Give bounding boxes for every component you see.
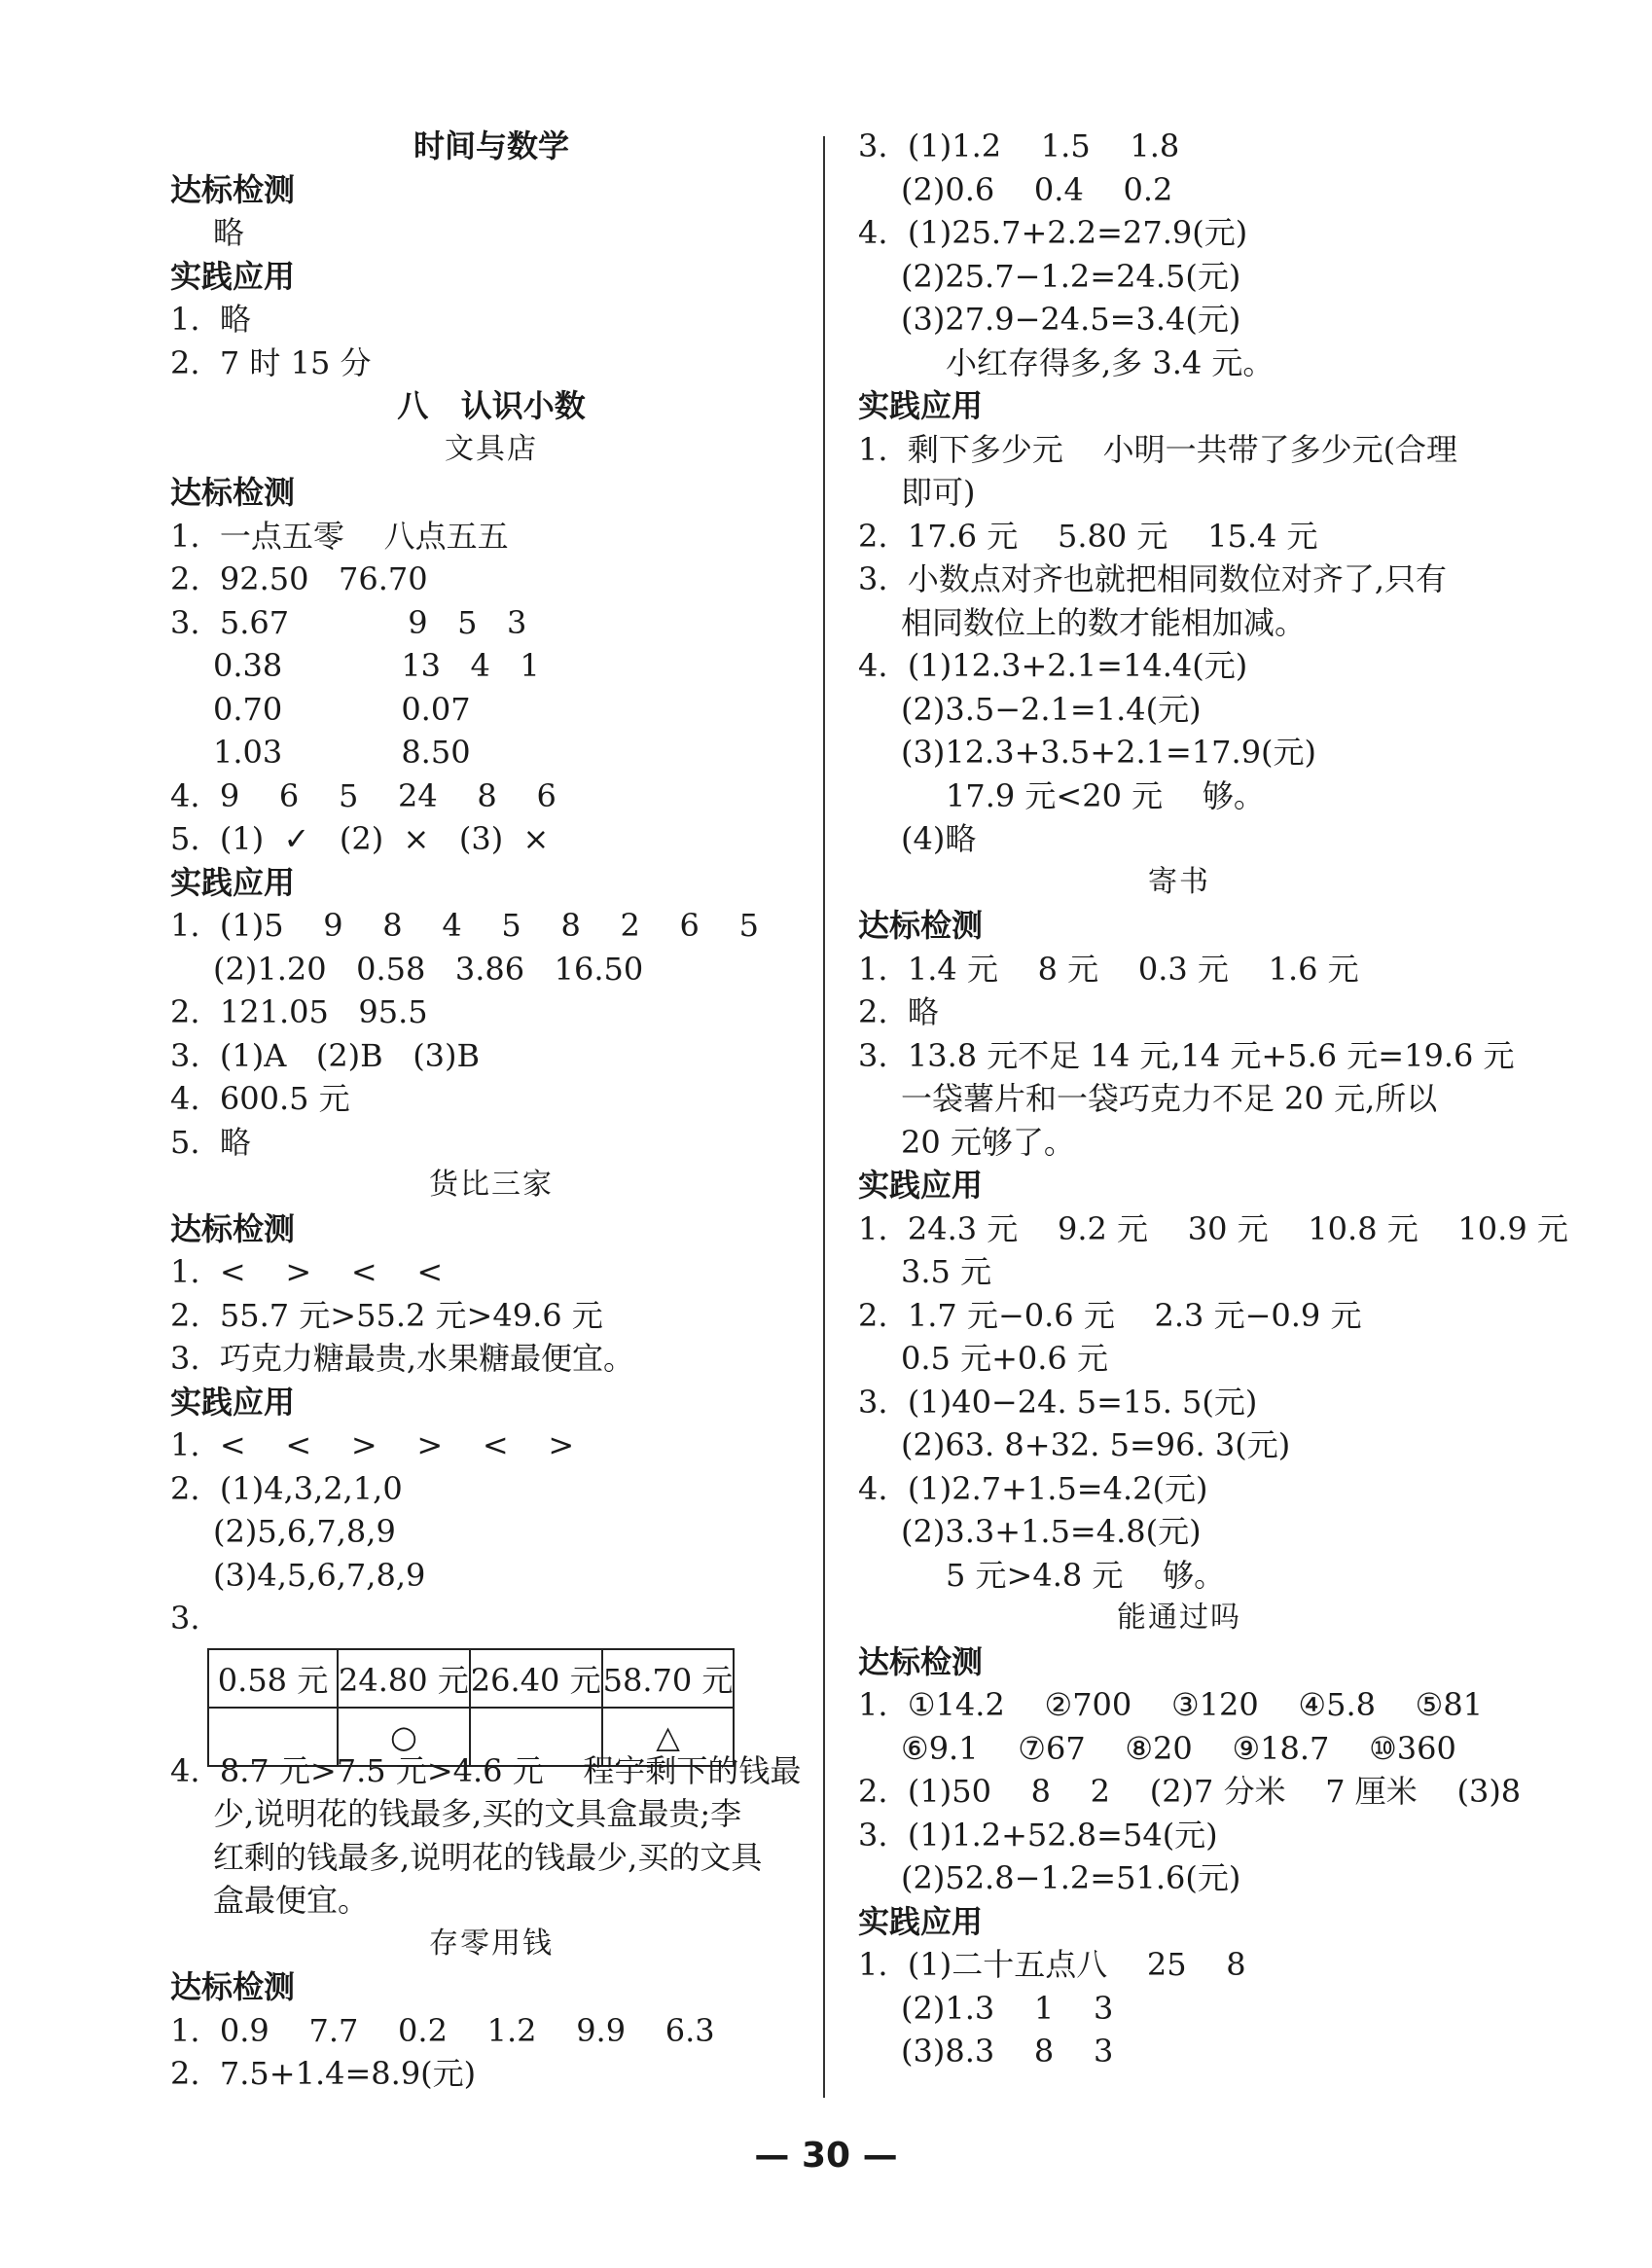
answer-line: 相同数位上的数才能相加减。 — [901, 603, 1307, 641]
table-cell: △ — [602, 1708, 735, 1766]
answer-line: 5. 略 — [170, 1123, 251, 1161]
answer-line: 红剩的钱最多,说明花的钱最少,买的文具 — [213, 1838, 763, 1876]
answer-line: (2)52.8−1.2=51.6(元) — [901, 1859, 1241, 1896]
answer-line: 4. (1)12.3+2.1=14.4(元) — [858, 647, 1248, 684]
answer-line: 2. 1.7 元−0.6 元 2.3 元−0.9 元 — [858, 1296, 1362, 1334]
subsection-heading: 达标检测 — [170, 1209, 296, 1247]
table-cell: 58.70 元 — [602, 1649, 735, 1708]
table-cell: 26.40 元 — [470, 1649, 602, 1708]
answer-line: 2. (1)4,3,2,1,0 — [170, 1469, 403, 1507]
answer-line: 1. 1.4 元 8 元 0.3 元 1.6 元 — [858, 950, 1359, 988]
answer-line: 一袋薯片和一袋巧克力不足 20 元,所以 — [901, 1080, 1438, 1117]
answer-line: 1. 24.3 元 9.2 元 30 元 10.8 元 10.9 元 — [858, 1209, 1568, 1247]
answer-line: 略 — [213, 214, 245, 251]
answer-line: 1. < > < < — [170, 1253, 444, 1290]
answer-line: 2. 55.7 元>55.2 元>49.6 元 — [170, 1296, 603, 1334]
answer-line: 小红存得多,多 3.4 元。 — [946, 343, 1275, 381]
right-column — [858, 125, 1568, 2073]
answer-line: 2. (1)50 8 2 (2)7 分米 7 厘米 (3)8 — [858, 1773, 1522, 1810]
price-table-wrapper — [170, 1640, 812, 1755]
answer-line: 1. < < > > < > — [170, 1426, 575, 1463]
answer-line: 1. 0.9 7.7 0.2 1.2 9.9 6.3 — [170, 2011, 715, 2049]
answer-line: 3. 5.67 9 5 3 — [170, 603, 527, 641]
answer-line: (3)4,5,6,7,8,9 — [213, 1556, 426, 1594]
unit-title: 八 认识小数 — [397, 387, 586, 424]
answer-line: 3. (1)A (2)B (3)B — [170, 1036, 481, 1074]
answer-line: 5. (1) ✓ (2) × (3) × — [170, 820, 550, 857]
subsection-heading: 达标检测 — [170, 170, 296, 208]
lesson-title: 能通过吗 — [1117, 1601, 1241, 1635]
answer-line: 少,说明花的钱最多,买的文具盒最贵;李 — [213, 1795, 742, 1832]
answer-line: 0.38 13 4 1 — [213, 647, 540, 684]
answer-line: 4. 9 6 5 24 8 6 — [170, 776, 557, 814]
answer-line: 4. 8.7 元>7.5 元>4.6 元 程宇剩下的钱最 — [170, 1751, 802, 1789]
answer-line: 2. 7 时 15 分 — [170, 343, 372, 381]
subsection-heading: 实践应用 — [170, 863, 296, 901]
answer-line: 1. 一点五零 八点五五 — [170, 517, 509, 555]
answer-line: 3.5 元 — [901, 1253, 992, 1290]
answer-line: 1. 剩下多少元 小明一共带了多少元(合理 — [858, 430, 1458, 468]
answer-line: 3. (1)40−24. 5=15. 5(元) — [858, 1383, 1258, 1421]
answer-line: 4. (1)25.7+2.2=27.9(元) — [858, 214, 1248, 251]
answer-line: 2. 17.6 元 5.80 元 15.4 元 — [858, 517, 1318, 555]
answer-line: (3)12.3+3.5+2.1=17.9(元) — [901, 734, 1317, 771]
subsection-heading: 达标检测 — [170, 474, 296, 511]
subsection-heading: 实践应用 — [170, 257, 296, 295]
column-divider — [823, 136, 825, 2098]
answer-line: 5 元>4.8 元 够。 — [946, 1556, 1226, 1594]
answer-line: (2)3.5−2.1=1.4(元) — [901, 690, 1202, 728]
lesson-title: 货比三家 — [429, 1168, 554, 1202]
table-cell: 0.58 元 — [208, 1649, 338, 1708]
subsection-heading: 实践应用 — [858, 387, 984, 424]
answer-line: 1. 略 — [170, 301, 251, 338]
lesson-title: 寄书 — [1148, 864, 1210, 899]
table-row — [208, 1649, 734, 1708]
answer-line: 17.9 元<20 元 够。 — [946, 776, 1265, 814]
left-column — [170, 125, 812, 2096]
answer-line: 即可) — [901, 474, 976, 511]
lesson-title: 文具店 — [445, 431, 538, 466]
answer-line: 2. 略 — [858, 993, 939, 1030]
answer-line: (2)0.6 0.4 0.2 — [901, 170, 1173, 208]
answer-line: 1. (1)5 9 8 4 5 8 2 6 5 — [170, 907, 759, 944]
answer-line: (2)63. 8+32. 5=96. 3(元) — [901, 1426, 1291, 1463]
answer-line: 3. (1)1.2 1.5 1.8 — [858, 127, 1180, 164]
subsection-heading: 实践应用 — [858, 1902, 984, 1940]
lesson-title: 存零用钱 — [429, 1926, 554, 1961]
answer-line: (3)8.3 8 3 — [901, 2033, 1114, 2070]
answer-line: 3. 巧克力糖最贵,水果糖最便宜。 — [170, 1340, 635, 1377]
subsection-heading: 实践应用 — [170, 1383, 296, 1421]
answer-line: 2. 92.50 76.70 — [170, 560, 428, 597]
answer-line: (2)25.7−1.2=24.5(元) — [901, 257, 1241, 295]
answer-line: 3. 小数点对齐也就把相同数位对齐了,只有 — [858, 560, 1448, 597]
answer-line: 1.03 8.50 — [213, 734, 471, 771]
page-number: — 30 — — [754, 2136, 898, 2176]
answer-line: (2)1.3 1 3 — [901, 1989, 1114, 2027]
answer-line: (2)3.3+1.5=4.8(元) — [901, 1513, 1202, 1550]
section-title: 时间与数学 — [413, 127, 569, 164]
answer-line: 3. (1)1.2+52.8=54(元) — [858, 1816, 1218, 1854]
subsection-heading: 达标检测 — [858, 907, 984, 944]
answer-line: 盒最便宜。 — [213, 1882, 370, 1919]
answer-line: 20 元够了。 — [901, 1123, 1075, 1161]
answer-line: 3. 13.8 元不足 14 元,14 元+5.6 元=19.6 元 — [858, 1036, 1515, 1074]
answer-line: (2)5,6,7,8,9 — [213, 1513, 396, 1550]
table-cell: ○ — [338, 1708, 470, 1766]
subsection-heading: 实践应用 — [858, 1167, 984, 1204]
answer-line: (2)1.20 0.58 3.86 16.50 — [213, 950, 644, 988]
answer-line: 2. 121.05 95.5 — [170, 993, 428, 1030]
answer-line: 4. 600.5 元 — [170, 1080, 350, 1117]
answer-line: 1. ①14.2 ②700 ③120 ④5.8 ⑤81 — [858, 1686, 1484, 1723]
subsection-heading: 达标检测 — [170, 1968, 296, 2005]
answer-line: 1. (1)二十五点八 25 8 — [858, 1946, 1246, 1983]
subsection-heading: 达标检测 — [858, 1642, 984, 1680]
table-cell: 24.80 元 — [338, 1649, 470, 1708]
answer-line: 2. 7.5+1.4=8.9(元) — [170, 2055, 477, 2092]
answer-line: ⑥9.1 ⑦67 ⑧20 ⑨18.7 ⑩360 — [901, 1729, 1456, 1767]
answer-line: (3)27.9−24.5=3.4(元) — [901, 301, 1241, 338]
answer-line: 4. (1)2.7+1.5=4.2(元) — [858, 1469, 1208, 1507]
answer-line: (4)略 — [901, 820, 977, 857]
answer-line: 3. — [170, 1600, 200, 1637]
answer-line: 0.5 元+0.6 元 — [901, 1340, 1108, 1377]
answer-line: 0.70 0.07 — [213, 690, 471, 728]
